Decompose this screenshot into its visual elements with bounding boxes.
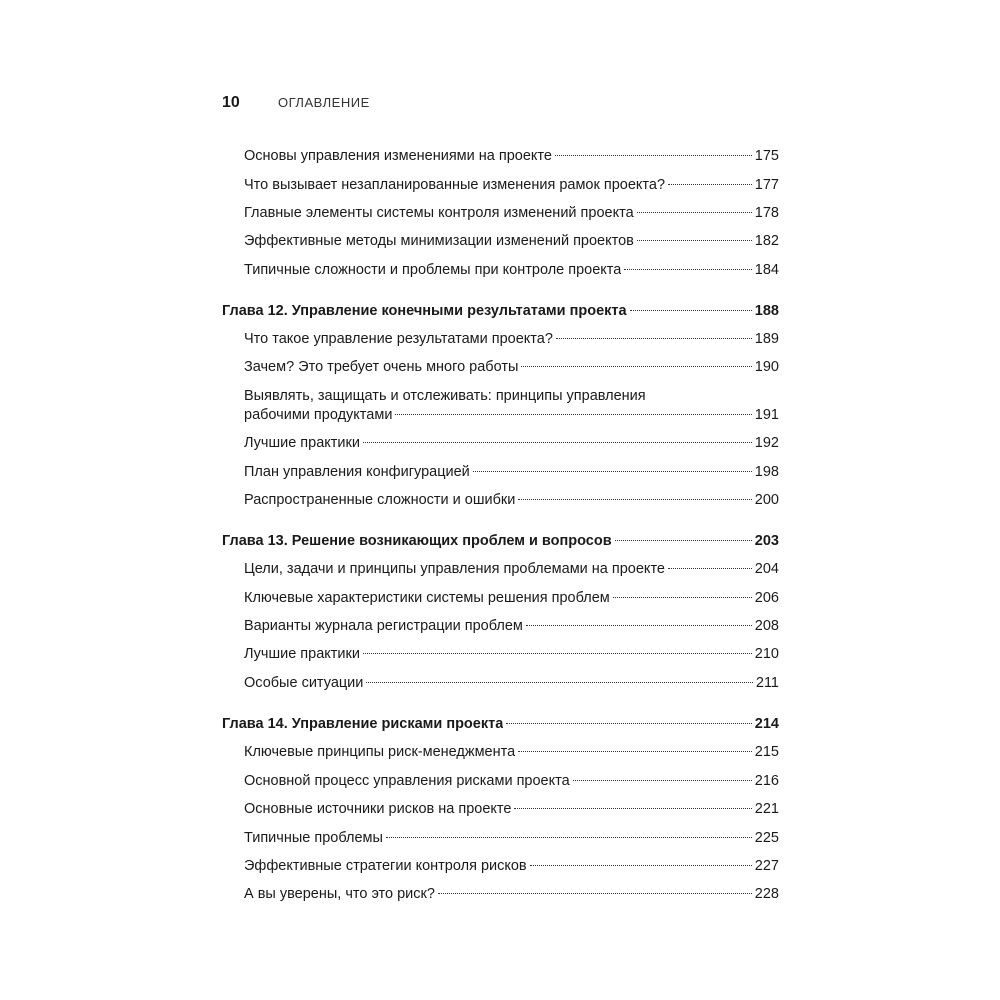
- toc-entry-title: Особые ситуации: [244, 675, 364, 691]
- toc-entry-page: 227: [754, 858, 779, 874]
- toc-entry: [244, 884, 779, 904]
- toc-entry-page: 200: [754, 492, 779, 508]
- toc-entry-page: 198: [754, 464, 779, 480]
- toc-entry-title: Лучшие практики: [244, 435, 360, 451]
- toc-entry-page: 178: [754, 205, 779, 221]
- toc-entry-title: Типичные проблемы: [244, 830, 383, 846]
- dot-leader: [530, 865, 752, 866]
- dot-leader: [518, 499, 751, 500]
- toc-chapter: [222, 531, 779, 551]
- dot-leader: [521, 366, 751, 367]
- dot-leader: [506, 723, 752, 724]
- toc-entry-page: 192: [754, 435, 779, 451]
- toc-chapter: [222, 714, 779, 734]
- dot-leader: [363, 442, 752, 443]
- toc-entry: [244, 231, 779, 251]
- toc-entry-page: 210: [754, 646, 779, 662]
- toc-entry: [244, 559, 779, 579]
- page-number: 10: [222, 94, 240, 111]
- toc-entry: [244, 329, 779, 349]
- toc-entry: [244, 260, 779, 280]
- toc-entry-title: Эффективные методы минимизации изменений проектов: [244, 233, 634, 249]
- toc-entry: [244, 146, 779, 166]
- toc-entry: [244, 771, 779, 791]
- toc-chapter-page: 214: [754, 716, 779, 732]
- toc-entry-title: Что вызывает незапланированные изменения рамок проекта?: [244, 177, 666, 193]
- toc-chapter-title: Глава 14. Управление рисками проекта: [222, 716, 504, 732]
- toc-entry: [244, 588, 779, 608]
- toc-entry: [244, 490, 779, 510]
- dot-leader: [395, 414, 751, 415]
- toc-entry-title: Ключевые характеристики системы решения проблем: [244, 590, 610, 606]
- dot-leader: [473, 471, 752, 472]
- toc-entry-title: А вы уверены, что это риск?: [244, 886, 435, 902]
- toc-entry-page: 215: [754, 744, 779, 760]
- toc-chapter: [222, 301, 779, 321]
- dot-leader: [615, 540, 752, 541]
- dot-leader: [555, 155, 752, 156]
- toc-entry-title: Ключевые принципы риск-менеджмента: [244, 744, 516, 760]
- toc-entry-title: Зачем? Это требует очень много работы: [244, 359, 519, 375]
- toc-entry-title: Основные источники рисков на проекте: [244, 801, 512, 817]
- toc-entry-page: 177: [754, 177, 779, 193]
- toc-entry-page: 206: [754, 590, 779, 606]
- toc-entry: [244, 433, 779, 453]
- toc-entry-page: 182: [754, 233, 779, 249]
- toc-entry: [244, 828, 779, 848]
- toc-entry-page: 208: [754, 618, 779, 634]
- toc-entry-page: 225: [754, 830, 779, 846]
- dot-leader: [573, 780, 752, 781]
- toc-entry: [244, 462, 779, 482]
- toc-entry-title: Эффективные стратегии контроля рисков: [244, 858, 527, 874]
- running-title: ОГЛАВЛЕНИЕ: [278, 95, 370, 110]
- toc-chapter-title: Глава 13. Решение возникающих проблем и вопросов: [222, 533, 612, 549]
- toc-entry: [244, 644, 779, 664]
- toc-entry-page: 175: [754, 148, 779, 164]
- dot-leader: [668, 184, 752, 185]
- dot-leader: [630, 310, 752, 311]
- toc-entry-page: 191: [754, 407, 779, 423]
- toc-entry-title: Лучшие практики: [244, 646, 360, 662]
- dot-leader: [366, 682, 752, 683]
- toc-entry-title: Основной процесс управления рисками проекта: [244, 773, 570, 789]
- dot-leader: [438, 893, 752, 894]
- toc-entry-title: Варианты журнала регистрации проблем: [244, 618, 523, 634]
- toc-entry-page: 216: [754, 773, 779, 789]
- dot-leader: [363, 653, 752, 654]
- toc-chapter-title: Глава 12. Управление конечными результатами проекта: [222, 303, 627, 319]
- dot-leader: [514, 808, 751, 809]
- toc-entry: [244, 405, 779, 425]
- dot-leader: [668, 568, 752, 569]
- dot-leader: [556, 338, 752, 339]
- toc-entry-page: 211: [755, 675, 779, 691]
- toc-entry-page: 228: [754, 886, 779, 902]
- toc-entry-page: 184: [754, 262, 779, 278]
- toc-entry-page: 221: [754, 801, 779, 817]
- toc-entry-title-line1: Выявлять, защищать и отслеживать: принципы управления: [244, 388, 646, 404]
- toc-entry: [244, 799, 779, 819]
- toc-entry: [244, 616, 779, 636]
- toc-entry-title: Основы управления изменениями на проекте: [244, 148, 552, 164]
- toc-entry-title: Типичные сложности и проблемы при контроле проекта: [244, 262, 622, 278]
- toc-entry-title: Цели, задачи и принципы управления проблемами на проекте: [244, 561, 665, 577]
- toc-entry-title: Что такое управление результатами проекта?: [244, 331, 553, 347]
- toc-chapter-page: 203: [754, 533, 779, 549]
- toc-entry: [244, 856, 779, 876]
- toc-entry-page: 204: [754, 561, 779, 577]
- toc-chapter-page: 188: [754, 303, 779, 319]
- dot-leader: [613, 597, 752, 598]
- toc-entry-title: Распространенные сложности и ошибки: [244, 492, 516, 508]
- dot-leader: [637, 212, 752, 213]
- toc-entry: [244, 357, 779, 377]
- toc-entry: [244, 203, 779, 223]
- dot-leader: [386, 837, 752, 838]
- toc-entry: [244, 175, 779, 195]
- dot-leader: [518, 751, 752, 752]
- toc-entry-title: Главные элементы системы контроля изменений проекта: [244, 205, 634, 221]
- toc-entry-page: 189: [754, 331, 779, 347]
- toc-entry-title: План управления конфигурацией: [244, 464, 470, 480]
- toc-entry: [244, 742, 779, 762]
- toc-entry-page: 190: [754, 359, 779, 375]
- toc-entry: [244, 673, 779, 693]
- dot-leader: [526, 625, 752, 626]
- toc-entry-title: рабочими продуктами: [244, 407, 393, 423]
- dot-leader: [624, 269, 751, 270]
- dot-leader: [637, 240, 752, 241]
